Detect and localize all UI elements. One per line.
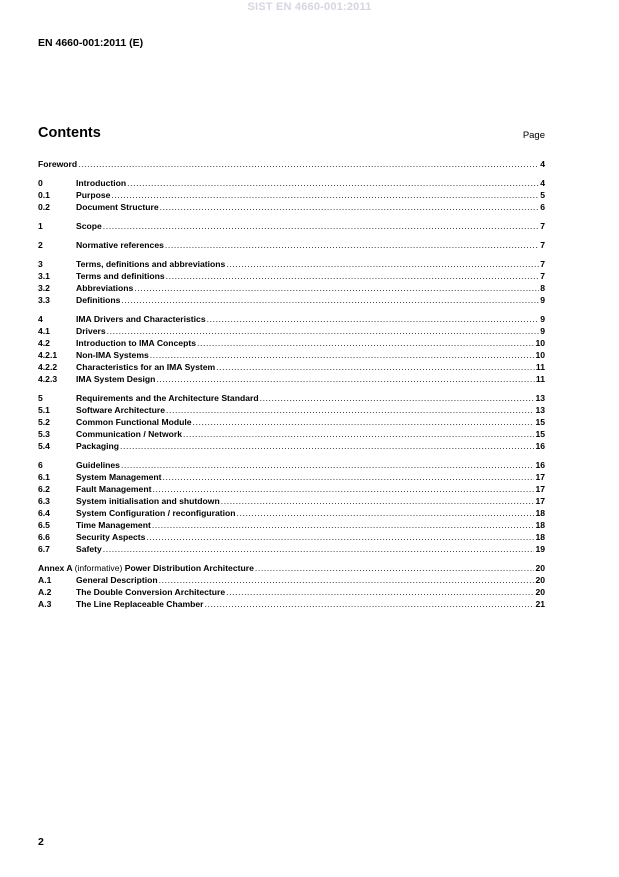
toc-entry-number: 5.1: [38, 405, 50, 415]
toc-entry-page: 16: [535, 441, 545, 451]
toc-entry-page: 6: [540, 202, 545, 212]
toc-entry-title: Guidelines: [76, 460, 120, 470]
toc-entry-page: 4: [540, 159, 545, 169]
toc-entry[interactable]: [38, 494, 545, 506]
toc-dot-leader: [107, 326, 540, 336]
toc-entry[interactable]: [38, 506, 545, 518]
toc-entry-page: 7: [540, 240, 545, 250]
toc-entry-page: 20: [535, 587, 545, 597]
toc-entry-title: Foreword: [38, 159, 78, 169]
toc-entry-title: Document Structure: [76, 202, 159, 212]
toc-entry-number: 0.1: [38, 190, 50, 200]
toc-entry[interactable]: [38, 157, 545, 169]
toc-entry-page: 21: [535, 599, 545, 609]
toc-entry-number: 3: [38, 259, 43, 269]
toc-entry[interactable]: [38, 188, 545, 200]
toc-entry-title: Introduction: [76, 178, 127, 188]
toc-dot-leader: [226, 259, 539, 269]
toc-dot-leader: [159, 575, 535, 585]
toc-entry-number: 4.2: [38, 338, 50, 348]
toc-dot-leader: [150, 350, 535, 360]
toc-entry-title: Requirements and the Architecture Standard: [76, 393, 259, 403]
toc-entry-page: 15: [535, 429, 545, 439]
toc-entry-title: General Description: [76, 575, 158, 585]
toc-entry[interactable]: [38, 439, 545, 451]
toc-entry-page: 7: [540, 271, 545, 281]
toc-entry-page: 18: [535, 520, 545, 530]
toc-entry[interactable]: [38, 482, 545, 494]
toc-dot-leader: [103, 221, 539, 231]
toc-entry[interactable]: [38, 324, 545, 336]
toc-entry-page: 7: [540, 259, 545, 269]
toc-entry-title: The Double Conversion Architecture: [76, 587, 226, 597]
toc-entry[interactable]: [38, 403, 545, 415]
toc-entry-number: 4.2.1: [38, 350, 58, 360]
toc-dot-leader: [120, 441, 534, 451]
toc-entry-page: 9: [540, 326, 545, 336]
contents-title: Contents: [38, 125, 101, 141]
toc-entry-page: 10: [535, 338, 545, 348]
toc-entry-number: 6.5: [38, 520, 50, 530]
toc-entry-title: Scope: [76, 221, 102, 231]
toc-dot-leader: [166, 271, 540, 281]
toc-entry-number: 6.3: [38, 496, 50, 506]
toc-entry-page: 17: [535, 472, 545, 482]
toc-entry-number: A.3: [38, 599, 52, 609]
toc-entry[interactable]: [38, 176, 545, 188]
toc-dot-leader: [121, 460, 535, 470]
toc-entry-page: 19: [535, 544, 545, 554]
toc-entry[interactable]: [38, 257, 545, 269]
toc-dot-leader: [260, 393, 535, 403]
toc-entry-title: Purpose: [76, 190, 111, 200]
page-column-label: Page: [522, 130, 545, 141]
toc-entry-number: 6: [38, 460, 43, 470]
toc-entry-page: 13: [535, 405, 545, 415]
toc-entry-page: 8: [540, 283, 545, 293]
toc-entry-number: 3.2: [38, 283, 50, 293]
toc-entry-number: 4.2.2: [38, 362, 58, 372]
toc-entry[interactable]: [38, 360, 545, 372]
toc-entry-title: IMA System Design: [76, 374, 156, 384]
toc-entry[interactable]: [38, 372, 545, 384]
toc-dot-leader: [152, 484, 534, 494]
toc-entry[interactable]: [38, 585, 545, 597]
toc-entry-number: 5.3: [38, 429, 50, 439]
toc-entry-title: System initialisation and shutdown: [76, 496, 220, 506]
toc-dot-leader: [197, 338, 534, 348]
toc-entry[interactable]: [38, 348, 545, 360]
toc-entry-title: Security Aspects: [76, 532, 146, 542]
toc-entry[interactable]: [38, 415, 545, 427]
toc-entry-number: 4.1: [38, 326, 50, 336]
toc-dot-leader: [165, 240, 539, 250]
toc-entry-page: 7: [540, 221, 545, 231]
toc-entry-number: 3.3: [38, 295, 50, 305]
toc-entry-title: Time Management: [76, 520, 151, 530]
toc-entry-title: Introduction to IMA Concepts: [76, 338, 196, 348]
toc-entry-number: 4: [38, 314, 43, 324]
toc-entry-title: Drivers: [76, 326, 106, 336]
toc-entry-number: 6.4: [38, 508, 50, 518]
toc-entry[interactable]: [38, 542, 545, 554]
toc-entry-number: 6.6: [38, 532, 50, 542]
toc-dot-leader: [226, 587, 534, 597]
toc-entry-title: Fault Management: [76, 484, 152, 494]
toc-entry-number: 0.2: [38, 202, 50, 212]
toc-dot-leader: [156, 374, 534, 384]
toc-entry-title: Communication / Network: [76, 429, 182, 439]
toc-entry[interactable]: [38, 336, 545, 348]
toc-entry[interactable]: [38, 561, 545, 573]
toc-dot-leader: [221, 496, 535, 506]
toc-entry-page: 9: [540, 314, 545, 324]
toc-entry[interactable]: [38, 293, 545, 305]
toc-dot-leader: [205, 599, 535, 609]
toc-entry[interactable]: [38, 312, 545, 324]
toc-entry-title: Annex A (informative) Power Distribution Architecture: [38, 563, 254, 573]
toc-dot-leader: [121, 295, 539, 305]
toc-entry-number: 0: [38, 178, 43, 188]
document-id: EN 4660-001:2011 (E): [38, 37, 144, 49]
toc-entry-number: A.2: [38, 587, 52, 597]
toc-entry[interactable]: [38, 470, 545, 482]
toc-dot-leader: [111, 190, 539, 200]
toc-entry-number: 3.1: [38, 271, 50, 281]
toc-entry-title: Safety: [76, 544, 102, 554]
toc-entry-title: Non-IMA Systems: [76, 350, 149, 360]
toc-dot-leader: [160, 202, 540, 212]
toc-entry-title: Normative references: [76, 240, 164, 250]
toc-dot-leader: [255, 563, 535, 573]
toc-dot-leader: [152, 520, 535, 530]
toc-entry-page: 16: [535, 460, 545, 470]
toc-entry-title: System Configuration / reconfiguration: [76, 508, 236, 518]
toc-entry-page: 11: [535, 362, 545, 372]
toc-entry-page: 4: [540, 178, 545, 188]
toc-entry-page: 18: [535, 532, 545, 542]
page-number: 2: [38, 836, 44, 848]
toc-entry-page: 10: [535, 350, 545, 360]
toc-entry-title: Terms, definitions and abbreviations: [76, 259, 226, 269]
toc-entry-number: 5.2: [38, 417, 50, 427]
toc-entry[interactable]: [38, 458, 545, 470]
toc-entry-page: 9: [540, 295, 545, 305]
toc-entry-title: IMA Drivers and Characteristics: [76, 314, 206, 324]
toc-entry-title: Abbreviations: [76, 283, 134, 293]
toc-entry-page: 20: [535, 563, 545, 573]
toc-dot-leader: [134, 283, 539, 293]
toc-dot-leader: [207, 314, 540, 324]
toc-dot-leader: [127, 178, 539, 188]
toc-dot-leader: [166, 405, 534, 415]
toc-entry-number: 2: [38, 240, 43, 250]
toc-entry-page: 11: [535, 374, 545, 384]
toc-entry[interactable]: [38, 573, 545, 585]
toc-dot-leader: [163, 472, 535, 482]
watermark: SIST EN 4660-001:2011: [247, 1, 372, 13]
toc-entry-title: Packaging: [76, 441, 119, 451]
toc-entry-title: System Management: [76, 472, 162, 482]
toc-entry-title: Common Functional Module: [76, 417, 192, 427]
toc-entry-title: Software Architecture: [76, 405, 165, 415]
toc-entry-number: 6.7: [38, 544, 50, 554]
toc-entry-title: Definitions: [76, 295, 121, 305]
toc-entry[interactable]: [38, 597, 545, 609]
toc-entry-page: 20: [535, 575, 545, 585]
toc-entry[interactable]: [38, 219, 545, 231]
toc-entry-number: 4.2.3: [38, 374, 58, 384]
toc-dot-leader: [103, 544, 535, 554]
table-of-contents: [38, 157, 545, 609]
toc-dot-leader: [146, 532, 534, 542]
toc-dot-leader: [183, 429, 534, 439]
toc-entry-page: 5: [540, 190, 545, 200]
toc-entry-page: 17: [535, 484, 545, 494]
toc-entry-number: 6.2: [38, 484, 50, 494]
toc-dot-leader: [236, 508, 534, 518]
toc-entry-number: 5: [38, 393, 43, 403]
toc-entry[interactable]: [38, 530, 545, 542]
toc-entry-title: Terms and definitions: [76, 271, 165, 281]
toc-entry-page: 13: [535, 393, 545, 403]
toc-entry-page: 18: [535, 508, 545, 518]
toc-entry-title: Characteristics for an IMA System: [76, 362, 216, 372]
toc-entry[interactable]: [38, 238, 545, 250]
toc-entry[interactable]: [38, 427, 545, 439]
toc-dot-leader: [216, 362, 535, 372]
toc-entry-number: 6.1: [38, 472, 50, 482]
toc-entry[interactable]: [38, 200, 545, 212]
toc-dot-leader: [78, 159, 539, 169]
toc-entry[interactable]: [38, 391, 545, 403]
toc-entry-number: A.1: [38, 575, 52, 585]
toc-entry-title: The Line Replaceable Chamber: [76, 599, 204, 609]
toc-dot-leader: [193, 417, 535, 427]
toc-entry-number: 5.4: [38, 441, 50, 451]
toc-entry-page: 17: [535, 496, 545, 506]
toc-entry[interactable]: [38, 518, 545, 530]
toc-entry-number: 1: [38, 221, 43, 231]
toc-entry[interactable]: [38, 269, 545, 281]
toc-entry-page: 15: [535, 417, 545, 427]
toc-entry[interactable]: [38, 281, 545, 293]
